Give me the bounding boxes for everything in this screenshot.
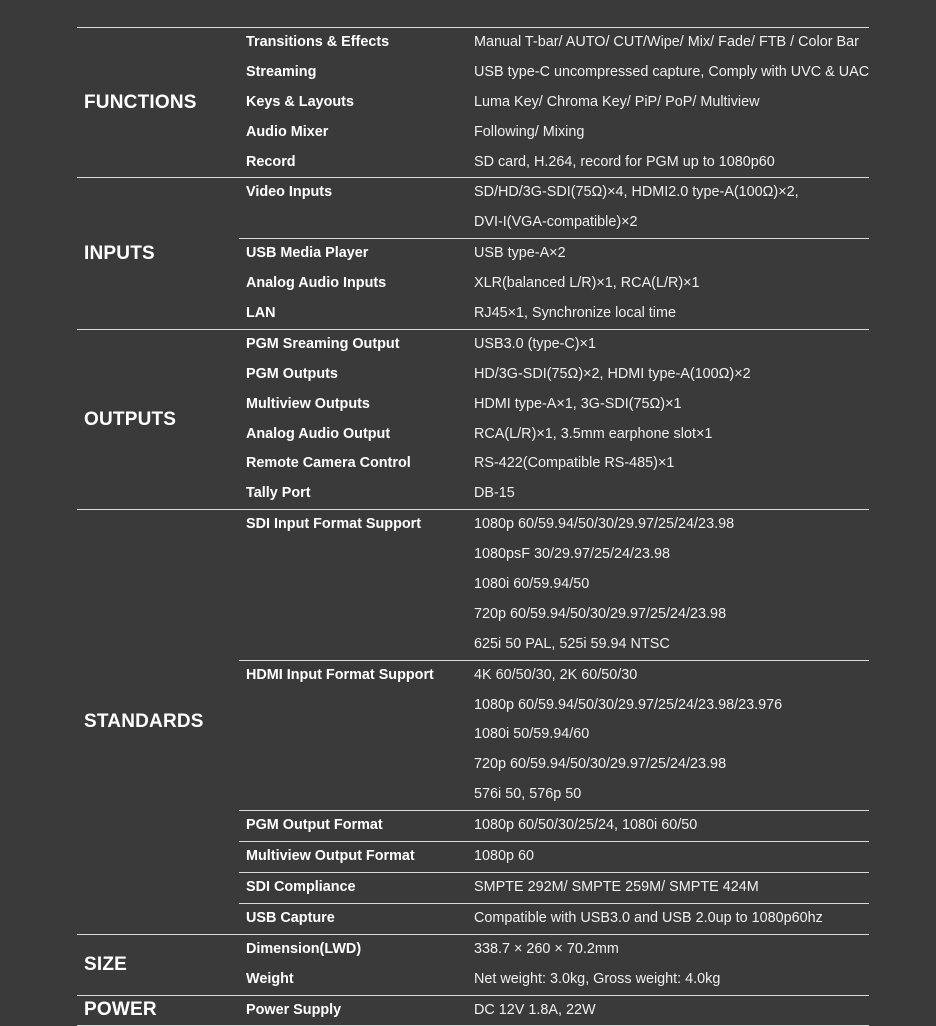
spec-label: Transitions & Effects [246, 28, 389, 58]
spec-label: PGM Output Format [246, 811, 383, 841]
spec-group [239, 842, 869, 873]
spec-value: Luma Key/ Chroma Key/ PiP/ PoP/ Multiview [474, 88, 760, 118]
spec-table [77, 27, 869, 1026]
spec-value: XLR(balanced L/R)×1, RCA(L/R)×1 [474, 269, 700, 299]
spec-row [239, 299, 869, 329]
section-body [239, 178, 869, 328]
spec-label: LAN [246, 299, 276, 329]
spec-row [239, 842, 869, 872]
spec-label: HDMI Input Format Support [246, 661, 434, 691]
spec-row [239, 118, 869, 148]
spec-row [239, 479, 869, 509]
spec-value: DVI-I(VGA-compatible)×2 [474, 208, 638, 238]
spec-row [239, 600, 869, 630]
spec-group [239, 996, 869, 1026]
spec-row [239, 390, 869, 420]
spec-section [77, 935, 869, 996]
spec-value: Manual T-bar/ AUTO/ CUT/Wipe/ Mix/ Fade/ FTB / Color Bar [474, 28, 859, 58]
spec-value: DB-15 [474, 479, 515, 509]
spec-row [239, 330, 869, 360]
spec-group [239, 661, 869, 811]
section-title: OUTPUTS [84, 409, 176, 431]
spec-label: PGM Outputs [246, 360, 338, 390]
spec-value: DC 12V 1.8A, 22W [474, 996, 596, 1026]
spec-group [239, 178, 869, 239]
spec-value: 1080psF 30/29.97/25/24/23.98 [474, 540, 670, 570]
spec-value: RCA(L/R)×1, 3.5mm earphone slot×1 [474, 420, 712, 450]
spec-group [239, 239, 869, 329]
spec-value: 720p 60/59.94/50/30/29.97/25/24/23.98 [474, 600, 726, 630]
spec-section [77, 330, 869, 510]
spec-value: USB3.0 (type-C)×1 [474, 330, 596, 360]
spec-row [239, 750, 869, 780]
spec-row [239, 148, 869, 178]
spec-label: Keys & Layouts [246, 88, 354, 118]
spec-group [239, 904, 869, 934]
spec-label: Weight [246, 965, 294, 995]
spec-row [239, 178, 869, 208]
spec-label: SDI Input Format Support [246, 510, 421, 540]
spec-label: Multiview Output Format [246, 842, 415, 872]
spec-value: SD/HD/3G-SDI(75Ω)×4, HDMI2.0 type-A(100Ω)×2, [474, 178, 799, 208]
spec-label: SDI Compliance [246, 873, 356, 903]
spec-value: 338.7 × 260 × 70.2mm [474, 935, 619, 965]
spec-row [239, 239, 869, 269]
spec-value: USB type-C uncompressed capture, Comply with UVC & UAC [474, 58, 869, 88]
spec-value: 1080p 60 [474, 842, 534, 872]
spec-value: RJ45×1, Synchronize local time [474, 299, 676, 329]
spec-row [239, 904, 869, 934]
spec-value: 1080i 50/59.94/60 [474, 720, 589, 750]
spec-value: 576i 50, 576p 50 [474, 780, 581, 810]
spec-label: Tally Port [246, 479, 311, 509]
section-title: SIZE [84, 954, 127, 976]
spec-label: Analog Audio Output [246, 420, 390, 450]
spec-row [239, 540, 869, 570]
spec-label: Power Supply [246, 996, 341, 1026]
spec-label: Audio Mixer [246, 118, 328, 148]
spec-value: 625i 50 PAL, 525i 59.94 NTSC [474, 630, 670, 660]
spec-row [239, 720, 869, 750]
spec-row [239, 360, 869, 390]
spec-row [239, 630, 869, 660]
spec-row [239, 28, 869, 58]
section-body [239, 996, 869, 1026]
spec-group [239, 28, 869, 177]
spec-label: Dimension(LWD) [246, 935, 361, 965]
spec-row [239, 965, 869, 995]
spec-row [239, 570, 869, 600]
spec-label: Analog Audio Inputs [246, 269, 386, 299]
spec-group [239, 510, 869, 660]
spec-value: 1080p 60/59.94/50/30/29.97/25/24/23.98 [474, 510, 734, 540]
spec-row [239, 449, 869, 479]
spec-section [77, 510, 869, 934]
spec-value: 1080i 60/59.94/50 [474, 570, 589, 600]
spec-row [239, 208, 869, 238]
spec-label: PGM Sreaming Output [246, 330, 400, 360]
spec-value: SD card, H.264, record for PGM up to 1080p60 [474, 148, 775, 178]
spec-section [77, 28, 869, 178]
spec-row [239, 269, 869, 299]
spec-value: Net weight: 3.0kg, Gross weight: 4.0kg [474, 965, 720, 995]
spec-value: Compatible with USB3.0 and USB 2.0up to 1080p60hz [474, 904, 823, 934]
section-body [239, 28, 869, 177]
spec-row [239, 873, 869, 903]
spec-value: 720p 60/59.94/50/30/29.97/25/24/23.98 [474, 750, 726, 780]
spec-row [239, 510, 869, 540]
spec-group [239, 935, 869, 995]
section-title: STANDARDS [84, 711, 204, 733]
spec-section [77, 178, 869, 329]
spec-group [239, 330, 869, 509]
spec-label: Remote Camera Control [246, 449, 411, 479]
spec-row [239, 811, 869, 841]
spec-group [239, 811, 869, 842]
spec-row [239, 935, 869, 965]
spec-value: SMPTE 292M/ SMPTE 259M/ SMPTE 424M [474, 873, 759, 903]
spec-value: 1080p 60/59.94/50/30/29.97/25/24/23.98/23.976 [474, 691, 782, 721]
section-body [239, 935, 869, 995]
spec-label: Streaming [246, 58, 316, 88]
spec-row [239, 58, 869, 88]
section-body [239, 510, 869, 933]
section-title: INPUTS [84, 243, 155, 265]
section-body [239, 330, 869, 509]
spec-value: HD/3G-SDI(75Ω)×2, HDMI type-A(100Ω)×2 [474, 360, 751, 390]
spec-value: 4K 60/50/30, 2K 60/50/30 [474, 661, 637, 691]
spec-value: 1080p 60/50/30/25/24, 1080i 60/50 [474, 811, 697, 841]
spec-row [239, 780, 869, 810]
section-title: POWER [84, 999, 157, 1021]
spec-value: Following/ Mixing [474, 118, 584, 148]
spec-row [239, 996, 869, 1026]
section-title: FUNCTIONS [84, 92, 197, 114]
spec-label: USB Media Player [246, 239, 368, 269]
spec-group [239, 873, 869, 904]
spec-row [239, 88, 869, 118]
spec-value: USB type-A×2 [474, 239, 566, 269]
spec-row [239, 420, 869, 450]
spec-label: Record [246, 148, 296, 178]
spec-value: RS-422(Compatible RS-485)×1 [474, 449, 674, 479]
spec-row [239, 661, 869, 691]
spec-row [239, 691, 869, 721]
spec-label: USB Capture [246, 904, 335, 934]
spec-label: Multiview Outputs [246, 390, 370, 420]
spec-section [77, 996, 869, 1026]
spec-value: HDMI type-A×1, 3G-SDI(75Ω)×1 [474, 390, 682, 420]
spec-label: Video Inputs [246, 178, 332, 208]
